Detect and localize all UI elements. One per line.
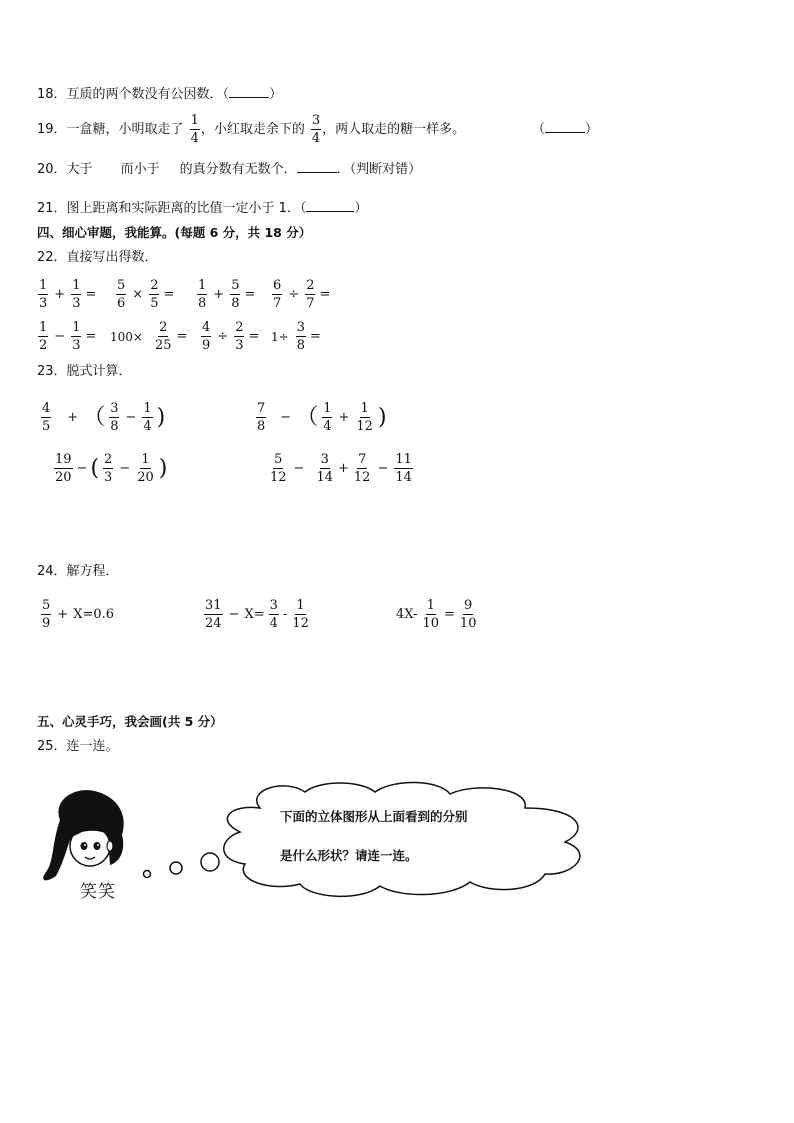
bubble-text-line2: 是什么形状？请连一连。 [280,848,418,863]
question-19: 19． 一盒糖，小明取走了 $\frac{1}{4}$ ，小红取走余下的 $\frac{3}{4}$ ，两人取走的糖一样多。 [37,113,466,146]
calc-22-4: $\frac{6}{7}$ ÷ $\frac{2}{7}$ = [273,278,331,311]
bubble-dot-medium [170,862,182,874]
question-20: 20．大于 而小于 的真分数有无数个． ．（判断对错） [37,159,421,179]
question-19-answer: （ ） [532,119,598,139]
fraction-three-quarters: $\frac{3}{4}$ [311,113,321,146]
calc-22-1: $\frac{1}{3}$ + $\frac{1}{3}$ = [39,278,97,311]
girl-figure-icon [43,790,123,880]
calc-23-1: $\frac{4}{5}$ + （ $\frac{3}{8}$ − $\frac{1}{4}$ ) [42,401,166,434]
section-4-heading: 四、细心审题，我能算。(每题 6 分，共 18 分） [37,225,312,240]
calc-23-4: $\frac{5}{12}$ − $\frac{3}{14}$ + $\frac{7}{12}$ − $\frac{11}{14}$ [270,452,412,485]
calc-23-2: $\frac{7}{8}$ − （ $\frac{1}{4}$ + $\frac{1}{12}$ ) [257,401,387,434]
section-5-heading: 五、心灵手巧，我会画(共 5 分） [37,714,223,729]
calc-22-6: 100× $\frac{2}{25}$ = [110,320,188,353]
calc-22-5: $\frac{1}{2}$ − $\frac{1}{3}$ = [39,320,97,353]
bubble-dot-small [144,871,151,878]
thought-cloud-icon [224,782,580,896]
bubble-dot-large [201,853,219,871]
calc-23-3: $\frac{19}{20}$ − ( $\frac{2}{3}$ − $\frac{1}{20}$ ) [55,452,168,485]
calc-22-2: $\frac{5}{6}$ × $\frac{2}{5}$ = [117,278,175,311]
calc-22-7: $\frac{4}{9}$ ÷ $\frac{2}{3}$ = [202,320,260,353]
question-21: 21．图上距离和实际距离的比值一定小于 1．（ ） [37,198,367,218]
equation-24-2: $\frac{31}{24}$ − X= $\frac{3}{4}$ - $\frac{1}{12}$ [205,598,309,631]
question-22-title: 22．直接写出得数． [37,250,158,265]
calc-22-8: 1÷ $\frac{3}{8}$ = [271,320,321,353]
answer-blank-19[interactable] [545,119,585,133]
equation-24-3: 4X- $\frac{1}{10}$ = $\frac{9}{10}$ [396,598,477,631]
bubble-text-line1: 下面的立体图形从上面看到的分别 [280,809,468,824]
question-23-title: 23．脱式计算． [37,364,132,379]
question-24-title: 24．解方程． [37,564,119,579]
answer-blank-21[interactable] [306,198,354,212]
answer-blank-20[interactable] [297,159,337,173]
answer-blank-18[interactable] [229,84,269,98]
fraction-one-quarter: $\frac{1}{4}$ [190,113,199,146]
character-name: 笑笑 [80,882,116,902]
question-18: 18．互质的两个数没有公因数．（ ） [37,84,282,104]
question-25-title: 25．连一连。 [37,739,119,754]
equation-24-1: $\frac{5}{9}$ + X=0.6 [42,598,115,631]
calc-22-3: $\frac{1}{8}$ + $\frac{5}{8}$ = [198,278,256,311]
